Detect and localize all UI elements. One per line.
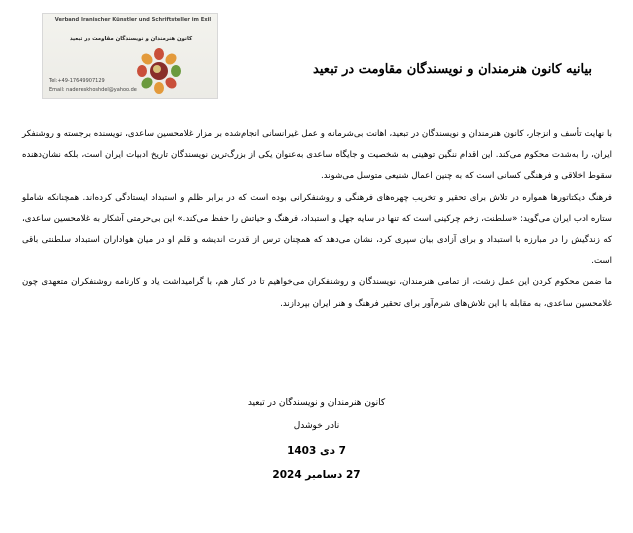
signature-date-persian: 7 دی 1403	[287, 445, 346, 457]
paragraph-1: با نهایت تأسف و انزجار، کانون هنرمندان و نویسندگان در تبعید، اهانت بی‌شرمانه و عمل غیرانسانی انجام‌شده بر مزار غلامحسین ساعدی، نویسنده برجسته و روشنفکر ایران، را به‌شدت محکوم می‌کند. این اقدام ننگین توهینی به شخصیت و جایگاه ساعدی به‌عنوان یکی از بزرگ‌ترین نویسندگان تاریخ ادبیات ایران است، بلکه نشان‌دهنده سقوط اخلاقی و فرهنگی کسانی است که به چنین اعمال شنیعی متوسل می‌شوند.	[22, 129, 612, 182]
signature-date-gregorian: 27 دسامبر 2024	[272, 469, 361, 481]
letterhead-tel: Tel:+49-17649907129	[49, 78, 105, 84]
signature-name: نادر خوشدل	[293, 421, 340, 431]
letterhead-org-name-fa: کانون هنرمندان و نویسندگان مقاومت در تبعید	[69, 36, 193, 42]
page-title: بیانیه کانون هنرمندان و نویسندگان مقاومت در تبعید	[313, 62, 592, 77]
paragraph-3: ما ضمن محکوم کردن این عمل زشت، از تمامی هنرمندان، نویسندگان و روشنفکران می‌خواهیم تا در کنار هم، با گرامیداشت یاد و کارنامه روشنفکران متعهدی چون غلامحسین ساعدی، به مقابله با این تلاش‌های شرم‌آور برای تحقیر فرهنگ و هنر ایران بپردازند.	[22, 277, 612, 309]
signature-org: کانون هنرمندان و نویسندگان در تبعید	[247, 398, 386, 408]
letterhead-org-name-de: Verband Iranischer Künstler und Schriftsteller im Exil	[54, 17, 212, 23]
flower-emblem-icon	[135, 46, 183, 96]
letterhead-logo	[42, 13, 218, 99]
paragraph-2: فرهنگ دیکتاتورها همواره در تلاش برای تحقیر و تخریب چهره‌های فرهنگی و روشنفکرانی بوده است که در برابر ظلم و استبداد ایستادگی کرده‌اند. همچنانکه شاملو ستاره ادب ایران می‌گوید: «سلطنت، زخم چرکینی است که تنها در سایه جهل و استبداد، فرهنگ و حیاتش را حفظ می‌کند.» این بی‌حرمتی آشکار به غلامحسین ساعدی، که زندگیش را در مبارزه با استبداد و برای آزادی بیان سپری کرد، نشان می‌دهد که همچنان ترس از قدرت اندیشه و قلم او در میان هواداران استبداد سلطنتی باقی است.	[22, 192, 612, 267]
letterhead-email: Email: nadereskhoshdel@yahoo.de	[49, 87, 137, 93]
statement-body	[22, 124, 612, 315]
